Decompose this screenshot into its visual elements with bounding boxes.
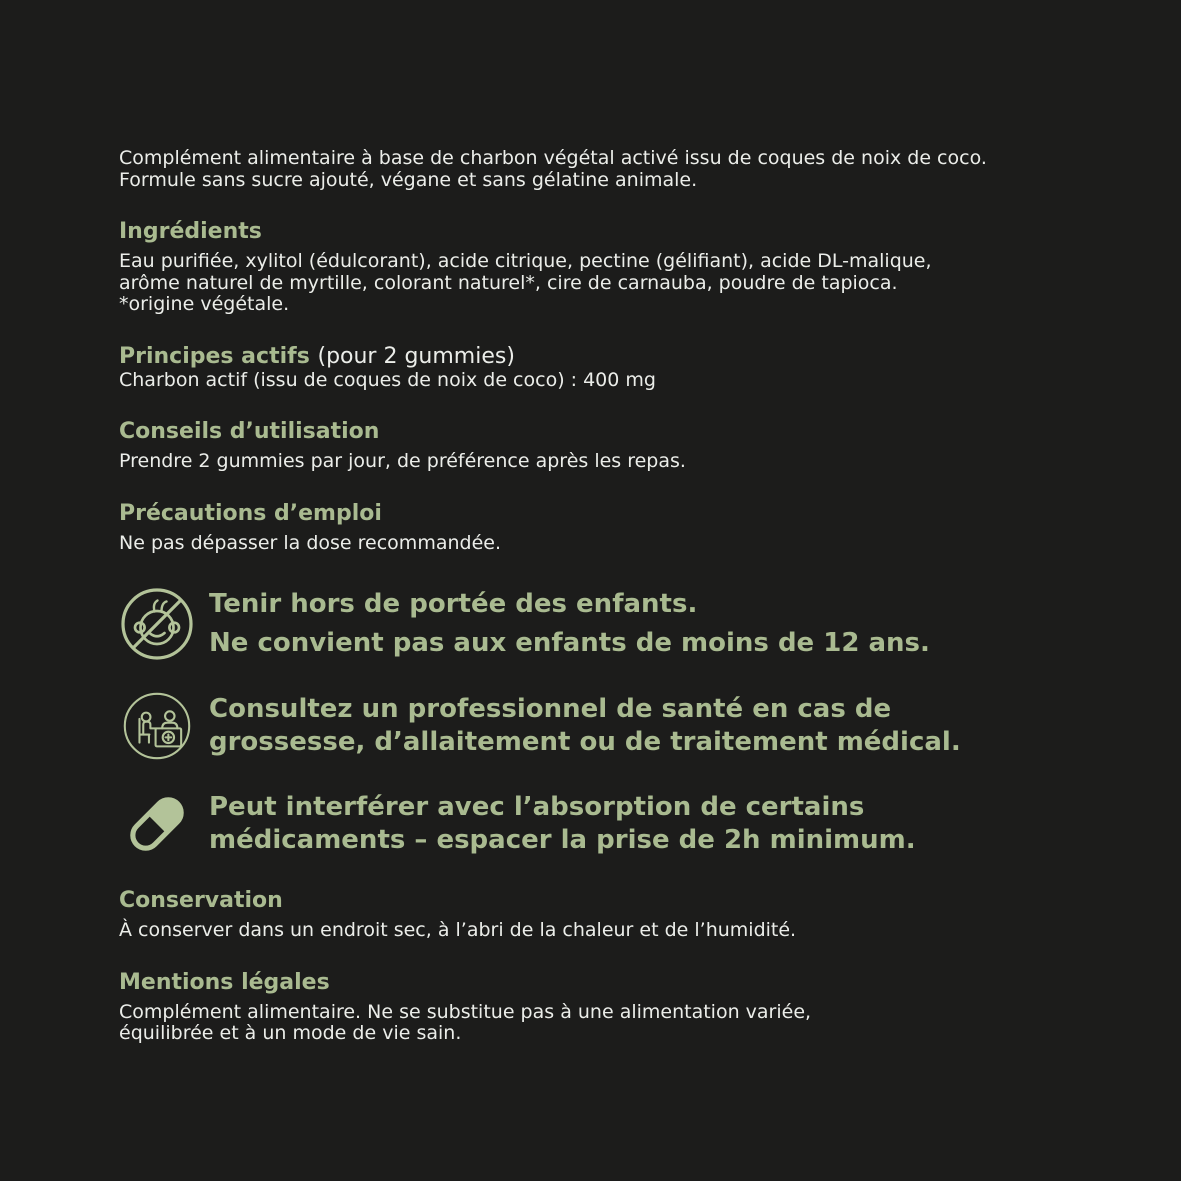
storage-line: À conserver dans un endroit sec, à l’abri de la chaleur et de l’humidité. <box>119 919 797 941</box>
intro-text <box>119 148 1104 191</box>
warnings-list <box>119 586 1104 858</box>
warning-text-medication <box>209 791 916 857</box>
storage-heading: Conservation <box>119 888 283 913</box>
section-usage <box>119 419 1104 473</box>
no-children-icon <box>119 586 195 662</box>
section-precautions <box>119 501 1104 555</box>
section-active-ingredients <box>119 344 1104 392</box>
warning-row-consult <box>119 690 1104 762</box>
pill-icon <box>119 790 195 858</box>
section-storage <box>119 888 1104 942</box>
active-ingredients-title: Principes actifs <box>119 343 310 369</box>
section-ingredients <box>119 219 1104 316</box>
warning-text-consult <box>209 693 961 759</box>
ingredients-text <box>119 251 1104 316</box>
label-content <box>119 148 1104 1045</box>
active-ingredients-note: (pour 2 gummies) <box>317 343 515 369</box>
legal-line: Complément alimentaire. Ne se substitue pas à une alimentation variée, <box>119 1000 812 1023</box>
usage-text <box>119 451 1104 473</box>
ingredients-line: *origine végétale. <box>119 293 290 315</box>
warning-text-children <box>209 588 930 660</box>
warning-row-children <box>119 586 1104 662</box>
intro-line: Formule sans sucre ajouté, végane et sans gélatine animale. <box>119 168 698 191</box>
section-legal <box>119 970 1104 1045</box>
warning-line: grossesse, d’allaitement ou de traitement médical. <box>209 727 961 757</box>
legal-line: équilibrée et à un mode de vie sain. <box>119 1022 462 1044</box>
ingredients-heading: Ingrédients <box>119 219 262 244</box>
warning-line: Ne convient pas aux enfants de moins de 12 ans. <box>209 628 930 658</box>
usage-line: Prendre 2 gummies par jour, de préférence après les repas. <box>119 450 686 472</box>
intro-line: Complément alimentaire à base de charbon végétal activé issu de coques de noix de coco. <box>119 147 987 169</box>
storage-text <box>119 920 1104 942</box>
warning-line: médicaments – espacer la prise de 2h minimum. <box>209 825 916 855</box>
precautions-line: Ne pas dépasser la dose recommandée. <box>119 531 501 554</box>
legal-heading: Mentions légales <box>119 969 330 995</box>
precautions-heading: Précautions d’emploi <box>119 500 382 526</box>
active-ingredients-line: Charbon actif (issu de coques de noix de coco) : 400 mg <box>119 368 656 391</box>
warning-row-medication <box>119 790 1104 858</box>
warning-line: Consultez un professionnel de santé en cas de <box>209 694 892 724</box>
precautions-text <box>119 533 1104 555</box>
ingredients-line: Eau purifiée, xylitol (édulcorant), acide citrique, pectine (gélifiant), acide DL-malique, <box>119 250 932 272</box>
ingredients-line: arôme naturel de myrtille, colorant naturel*, cire de carnauba, poudre de tapioca. <box>119 271 898 294</box>
legal-text <box>119 1002 1104 1045</box>
warning-line: Peut interférer avec l’absorption de certains <box>209 792 865 822</box>
warning-line: Tenir hors de portée des enfants. <box>209 589 698 619</box>
medical-consultation-icon <box>119 690 195 762</box>
active-ingredients-text <box>119 370 1104 392</box>
usage-heading: Conseils d’utilisation <box>119 419 380 444</box>
active-ingredients-heading <box>119 344 1104 370</box>
